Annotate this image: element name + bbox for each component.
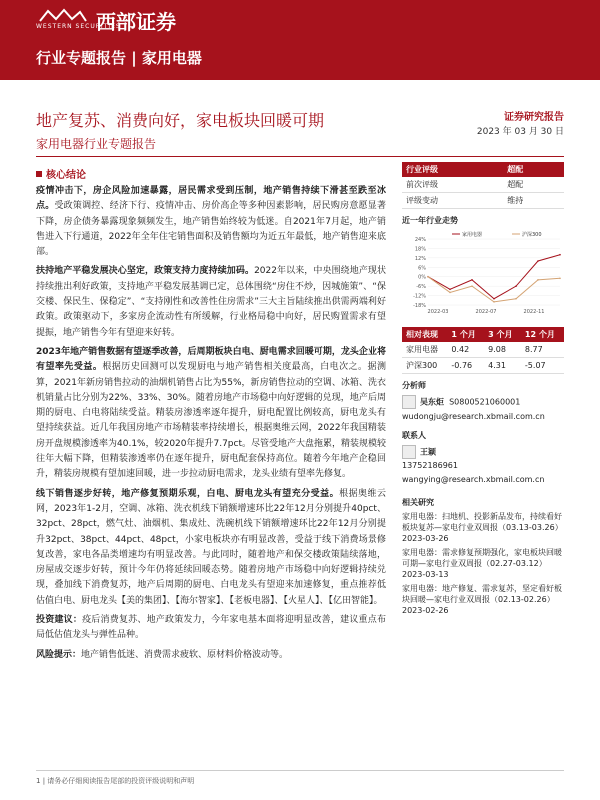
core-paragraph <box>36 345 386 483</box>
contact-name: 王颖 <box>420 447 436 456</box>
data-point <box>515 298 517 300</box>
paragraph-lead: 投资建议： <box>36 615 83 626</box>
doc-date: 2023 年 03 月 30 日 <box>476 127 564 137</box>
trend-chart <box>402 229 564 319</box>
core-paragraph <box>36 613 386 644</box>
paragraph-text: 疫后消费复苏、地产政策发力，今年家电基本面将迎明显改善，建议重点布局低估值龙头与弹性品种。 <box>36 615 386 641</box>
paragraph-lead: 疫情冲击下，房企风险加速暴露，居民需求受到压制，地产销售持续下滑甚至跌至冰点。 <box>36 186 386 212</box>
y-tick-label: -18% <box>413 303 426 309</box>
related-item[interactable] <box>402 547 564 580</box>
perf-cell: 8.77 <box>521 342 564 358</box>
data-point <box>515 285 517 287</box>
analyst-id: S0800521060001 <box>449 397 521 407</box>
rating-row-value: 超配 <box>503 177 564 193</box>
title-divider <box>36 156 564 157</box>
rating-row-label: 评级变动 <box>402 193 503 209</box>
perf-header: 相对表现 <box>402 327 447 342</box>
rating-table <box>402 162 564 209</box>
related-text: 家用电器：地产修复、需求复苏，坚定看好板块回暖—家电行业双周报（02.13-02.26） <box>402 584 562 604</box>
header-banner <box>0 0 600 80</box>
perf-cell: 9.08 <box>484 342 521 358</box>
legend-label: 家用电器 <box>462 232 483 238</box>
brand-cn: 西部证券 <box>96 10 176 34</box>
paragraph-text: 根据历史回测可以发现厨电与地产销售相关度最高，白电次之。据测算，2021年新房销售拉动的油烟机销售占比为55%，新房销售拉动的空调、冰箱、洗衣机销量占比分别为22%、33%、30%。随着房地产市场稳中向好逻辑的兑现，地产后周期的厨电、白电将陆续受益。精装房渗透率逐年提升，厨电配置比例较高，厨电龙头有望持续获益。近几年我国房地产市场精装率持续增长，根据奥维云网，2022年我国精装房开盘规模渗透率为40.1%，较2020年提升7.7pct。尽管受地产大盘拖累，精装规模较往年大幅下降，但精装渗透率仍在逐年提升，厨电配套保持高位。随着今年地产企稳回升，精装房规模有望加速回暖，进一步拉动厨电需求，龙头业绩有望率先修复。 <box>36 362 386 480</box>
core-heading-text: 核心结论 <box>46 170 86 181</box>
performance-table <box>402 327 564 374</box>
paragraph-lead: 风险提示： <box>36 649 82 660</box>
trend-title: 近一年行业走势 <box>402 216 458 225</box>
y-tick-label: 0% <box>418 274 426 281</box>
page-number: 1 <box>36 777 41 785</box>
perf-header: 1 个月 <box>447 327 484 342</box>
related-text: 家用电器：扫地机、投影新品发布，持续看好板块复苏—家电行业双周报（03.13-03.26） <box>402 512 563 532</box>
data-point <box>559 277 561 279</box>
rating-row-value: 维持 <box>503 193 564 209</box>
y-tick-label: 6% <box>418 265 426 272</box>
x-tick-label: 2022-03 <box>427 309 449 315</box>
core-paragraph <box>36 487 386 609</box>
contact-title: 联系人 <box>402 430 426 440</box>
related-title: 相关研究 <box>402 498 434 507</box>
analyst-name: 吴东炬 <box>420 397 444 407</box>
x-tick-label: 2022-07 <box>475 309 497 315</box>
avatar <box>402 445 416 459</box>
analyst-block <box>402 395 564 424</box>
data-point <box>449 288 451 290</box>
perf-cell: 沪深300 <box>402 358 447 374</box>
rating-label: 行业评级 <box>402 162 503 177</box>
data-point <box>471 285 473 287</box>
analyst-email[interactable]: wudongju@research.xbmail.com.cn <box>402 411 545 421</box>
paragraph-text: 2022年以来，中央围绕地产现状持续推出利好政策，支持地产平稳发展基调已定，总体围绕“房住不炒，因城施策”、“保交楼、保民生、保稳定”、“支持刚性和改善性住房需求”三大主旨陆续推出供需两端利好政策。政策驱动下，多家房企流动性有所缓解，行业格局稳中向好，居民购置需求有望提振，地产销售今年有望迎来好转。 <box>36 266 386 338</box>
related-text: 家用电器：需求修复预期强化，家电板块回暖可期—家电行业双周报（02.27-03.12） <box>402 548 562 568</box>
data-point <box>559 254 561 256</box>
paragraph-lead: 线下销售逐步好转，地产修复预期乐观，白电、厨电龙头有望充分受益。 <box>36 488 340 499</box>
footer: 1 | 请务必仔细阅读报告尾部的投资评级说明和声明 <box>36 777 195 785</box>
perf-cell: -5.07 <box>521 358 564 374</box>
analyst-title: 分析师 <box>402 381 426 390</box>
data-point <box>493 298 495 300</box>
x-tick-label: 2022-11 <box>523 309 545 315</box>
core-paragraph <box>36 648 386 663</box>
data-point <box>427 276 429 278</box>
paragraph-lead: 扶持地产平稳发展决心坚定，政策支持力度持续加码。 <box>36 266 255 277</box>
perf-cell: 4.31 <box>484 358 521 374</box>
y-tick-label: -12% <box>413 293 426 300</box>
contact-email[interactable]: wangying@research.xbmail.com.cn <box>402 475 545 484</box>
perf-header: 12 个月 <box>521 327 564 342</box>
sidebar <box>402 162 564 619</box>
footer-divider <box>36 770 564 771</box>
report-type: 行业专题报告 | 家用电器 <box>36 49 202 67</box>
paragraph-text: 受政策调控、经济下行、疫情冲击、房价高企等多种因素影响，居民购房意愿显著下降，房企债务暴露现象频频发生，地产销售始终较为低迷。自2021年7月起，地产销售进入下行通道，2022年全年住宅销售面积及销售额均为近五年最低，地产销售迎来底部。 <box>36 201 386 258</box>
y-tick-label: -6% <box>416 284 426 291</box>
research-label: 证券研究报告 <box>504 112 564 123</box>
main-column <box>36 184 386 667</box>
data-point <box>537 260 539 262</box>
core-heading <box>36 166 86 181</box>
core-paragraph <box>36 184 386 260</box>
rating-row-label: 前次评级 <box>402 177 503 193</box>
legend-label: 沪深300 <box>522 232 542 238</box>
core-paragraph <box>36 264 386 340</box>
y-tick-label: 18% <box>414 246 426 253</box>
paragraph-text: 根据奥维云网，2023年1-2月，空调、冰箱、洗衣机线下销额增速环比22年12月分别提升40pct、32pct、28pct，燃气灶、油烟机、集成灶、洗碗机线下销额增速环比22年12月分别提升32pct、38pct、44pct、48pct，小家电板块亦有明显改善，受益于线下消费场景修复改善，家电各品类增速均有明显改善。与此同时，随着地产和保交楼政策陆续落地，房屋成交逐步好转，预计今年仍将延续回暖态势。随着房地产市场稳中向好逻辑持续兑现，叠加线下消费复苏，地产后周期的厨电、白电龙头有望迎来加速修复，重点推荐低估值白电、厨电龙头【美的集团】、【海尔智家】、【老板电器】、【火星人】、【亿田智能】。 <box>36 488 386 606</box>
disclaimer: 请务必仔细阅读报告尾部的投资评级说明和声明 <box>47 777 195 785</box>
perf-cell: -0.76 <box>447 358 484 374</box>
perf-cell: 家用电器 <box>402 342 447 358</box>
related-date: 2023-03-13 <box>402 570 449 579</box>
paragraph-text: 地产销售低迷、消费需求疲软、原材料价格波动等。 <box>81 649 289 660</box>
related-item[interactable] <box>402 583 564 616</box>
doc-title: 地产复苏、消费向好，家电板块回暖可期 <box>36 111 325 130</box>
related-date: 2023-03-26 <box>402 534 449 543</box>
paragraph-lead: 2023年地产销售数据有望逐季改善，后周期板块白电、厨电需求回暖可期，龙头企业将有望率先受益。 <box>36 346 386 373</box>
data-point <box>537 279 539 281</box>
data-point <box>493 301 495 303</box>
perf-cell: 0.42 <box>447 342 484 358</box>
square-icon <box>36 171 42 177</box>
data-point <box>471 279 473 281</box>
doc-subtitle: 家用电器行业专题报告 <box>36 137 157 151</box>
related-list <box>402 511 564 616</box>
avatar <box>402 395 416 409</box>
contact-phone: 13752186961 <box>402 461 458 470</box>
related-date: 2023-02-26 <box>402 606 449 615</box>
contact-block <box>402 445 564 488</box>
y-tick-label: 12% <box>414 255 426 262</box>
brand-en: WESTERN SECURITIES <box>36 23 121 30</box>
perf-header: 3 个月 <box>484 327 521 342</box>
rating-value: 超配 <box>503 162 564 177</box>
data-point <box>449 292 451 294</box>
y-tick-label: 24% <box>414 237 426 243</box>
related-item[interactable] <box>402 511 564 544</box>
